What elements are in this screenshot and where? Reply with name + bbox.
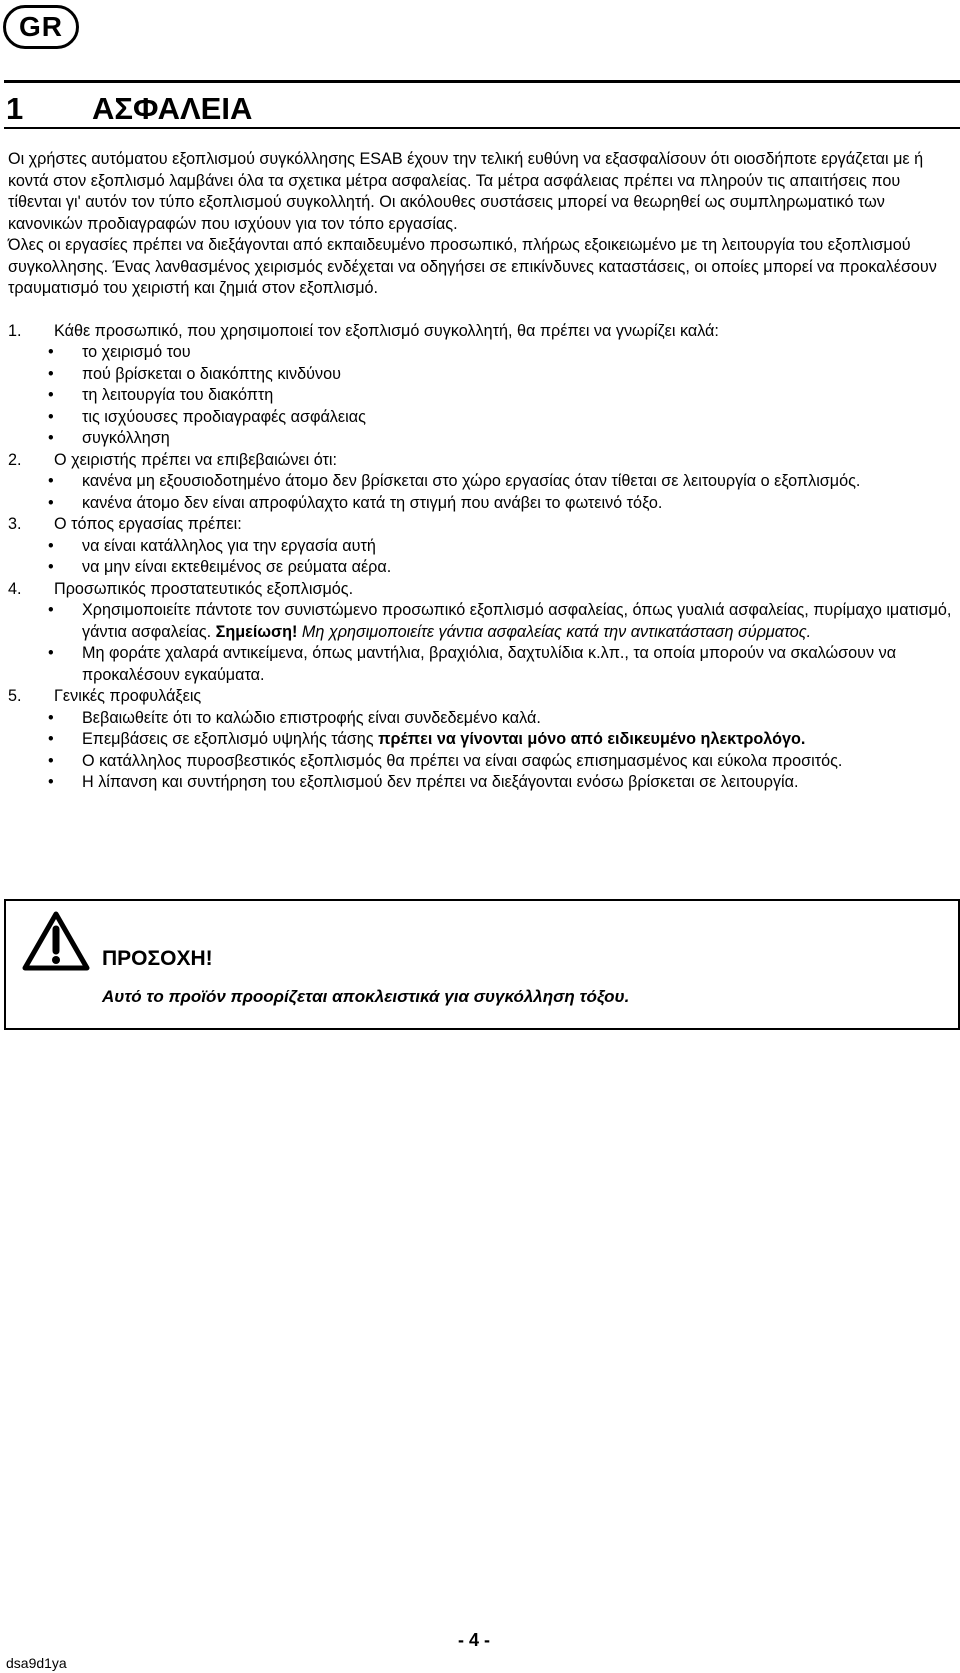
item-number: 2. <box>8 450 22 469</box>
bullet-item <box>8 385 952 407</box>
warning-box <box>4 899 960 1030</box>
bullet-text: Επεμβάσεις σε εξοπλισμό υψηλής τάσης πρέπει να γίνονται μόνο από ειδικευμένο ηλεκτρολόγο. <box>82 730 806 748</box>
item-number: 1. <box>8 321 22 340</box>
bullet-dot: • <box>48 558 54 576</box>
bullet-text: κανένα άτομο δεν είναι απροφύλαχτο κατά τη στιγμή που ανάβει το φωτεινό τόξο. <box>82 493 663 512</box>
bullet-item <box>8 729 952 751</box>
top-rule <box>4 80 960 83</box>
bullet-text: να είναι κατάλληλος για την εργασία αυτή <box>82 536 376 555</box>
bullet-dot: • <box>48 429 54 447</box>
page-number: - 4 - <box>458 1630 491 1650</box>
bullet-text: τη λειτουργία του διακόπτη <box>82 386 274 404</box>
heading-rule <box>4 127 960 129</box>
bullet-italic-text: Μη χρησιμοποιείτε γάντια ασφαλείας κατά την αντικατάσταση σύρματος. <box>297 622 812 641</box>
item-text: Γενικές προφυλάξεις <box>54 687 202 705</box>
bullet-item <box>8 471 952 493</box>
item-number: 3. <box>8 515 22 533</box>
warning-title: ΠΡΟΣΟΧΗ! <box>102 947 213 970</box>
bullet-dot: • <box>48 472 54 490</box>
item-number: 5. <box>8 687 22 705</box>
bullet-text: συγκόλληση <box>82 429 170 447</box>
bullet-text: Η λίπανση και συντήρηση του εξοπλισμού δεν πρέπει να διεξάγονται ενόσω βρίσκεται σε λειτουργία. <box>82 773 799 791</box>
safety-items-list <box>8 321 952 794</box>
item-text: Ο χειριστής πρέπει να επιβεβαιώνει ότι: <box>54 450 337 469</box>
bullet-text: Χρησιμοποιείτε πάντοτε τον συνιστώμενο προσωπικό εξοπλισμό ασφαλείας, όπως γυαλιά ασφαλείας, πυρίμαχο ιματισμό, γάντια ασφαλείας. Σημείωση! Μη χρησιμοποιείτε γάντια ασφαλείας κατά την αντικατάσταση σύρματος. <box>82 601 952 641</box>
language-badge: GR <box>3 5 79 49</box>
safety-content <box>8 149 952 794</box>
document-id: dsa9d1ya <box>6 1655 67 1671</box>
bullet-item <box>8 364 952 386</box>
bullet-bold-text: πρέπει να γίνονται μόνο από ειδικευμένο ηλεκτρολόγο. <box>378 730 806 748</box>
bullet-text: Βεβαιωθείτε ότι το καλώδιο επιστροφής είναι συνδεδεμένο καλά. <box>82 708 541 727</box>
numbered-item <box>8 579 952 601</box>
bullet-bold-text: Σημείωση! <box>215 622 298 641</box>
bullet-dot: • <box>48 364 54 383</box>
bullet-text: τις ισχύουσες προδιαγραφές ασφάλειας <box>82 407 366 426</box>
intro-paragraph: Όλες οι εργασίες πρέπει να διεξάγονται από εκπαιδευμένο προσωπικό, πλήρως εξοικειωμένο με τη λειτουργία του εξοπλισμού συγκολλησης. Ένας λανθασμένος χειρισμός ενδέχεται να οδηγήσει σε επικίνδυνες καταστάσεις, οι οποίες μπορεί να προκαλέσουν τραυματισμό του χειριστή και ζημιά στον εξοπλισμό. <box>8 236 937 297</box>
item-text: Κάθε προσωπικό, που χρησιμοποιεί τον εξοπλισμό συγκολλητή, θα πρέπει να γνωρίζει καλά: <box>54 321 719 340</box>
bullet-text: το χειρισμό του <box>82 343 191 361</box>
section-number: 1 <box>6 91 24 126</box>
numbered-item <box>8 450 952 472</box>
bullet-dot: • <box>48 730 54 748</box>
bullet-dot: • <box>48 536 54 555</box>
bullet-dot: • <box>48 644 54 662</box>
bullet-dot: • <box>48 386 54 404</box>
bullet-item <box>8 493 952 515</box>
bullet-text: Ο κατάλληλος πυροσβεστικός εξοπλισμός θα πρέπει να είναι σαφώς επισημασμένος και εύκολα προσιτός. <box>82 751 843 770</box>
bullet-item <box>8 751 952 773</box>
bullet-text: Μη φοράτε χαλαρά αντικείμενα, όπως μαντήλια, βραχιόλια, δαχτυλίδια κ.λπ., τα οποία μπορούν να σκαλώσουν να προκαλέσουν εγκαύματα. <box>82 644 897 684</box>
intro-paragraph: Οι χρήστες αυτόματου εξοπλισμού συγκόλλησης ESAB έχουν την τελική ευθύνη να εξασφαλίσουν ότι οιοσδήποτε εργάζεται με ή κοντά στον εξοπλισμό λαμβάνει όλα τα σχετικα μέτρα ασφαλείας. Τα μέτρα ασφάλειας πρέπει να πληρούν τις απαιτήσεις που τίθενται γι' αυτόν τον τύπο εξοπλισμού συγκολλητή. Οι ακόλουθες συστάσεις μπορεί να θεωρηθεί ως συμπληρωματικό των κανονικών προδιαγραφών που ισχύουν για τον τόπο εργασίας. <box>8 150 924 233</box>
numbered-item <box>8 514 952 536</box>
bullet-item <box>8 557 952 579</box>
item-number: 4. <box>8 579 22 598</box>
bullet-dot: • <box>48 773 54 791</box>
bullet-text: πού βρίσκεται ο διακόπτης κινδύνου <box>82 364 341 383</box>
bullet-dot: • <box>48 751 54 770</box>
warning-text: Αυτό το προϊόν προορίζεται αποκλειστικά για συγκόλληση τόξου. <box>102 987 630 1006</box>
bullet-item <box>8 708 952 730</box>
bullet-dot: • <box>48 601 54 619</box>
bullet-dot: • <box>48 343 54 361</box>
bullet-item <box>8 772 952 794</box>
numbered-item <box>8 686 952 708</box>
bullet-dot: • <box>48 708 54 727</box>
numbered-item <box>8 321 952 343</box>
bullet-text: κανένα μη εξουσιοδοτημένο άτομο δεν βρίσκεται στο χώρο εργασίας όταν τίθεται σε λειτουργία ο εξοπλισμός. <box>82 472 861 490</box>
bullet-text: να μην είναι εκτεθειμένος σε ρεύματα αέρα. <box>82 558 392 576</box>
bullet-item <box>8 428 952 450</box>
bullet-dot: • <box>48 493 54 512</box>
bullet-item <box>8 643 952 686</box>
section-title: ΑΣΦΑΛΕΙΑ <box>92 91 253 126</box>
bullet-dot: • <box>48 407 54 426</box>
item-text: Ο τόπος εργασίας πρέπει: <box>54 515 242 533</box>
warning-triangle-icon <box>22 911 90 971</box>
bullet-item <box>8 407 952 429</box>
bullet-item <box>8 536 952 558</box>
bullet-item <box>8 342 952 364</box>
bullet-item <box>8 600 952 643</box>
item-text: Προσωπικός προστατευτικός εξοπλισμός. <box>54 579 354 598</box>
